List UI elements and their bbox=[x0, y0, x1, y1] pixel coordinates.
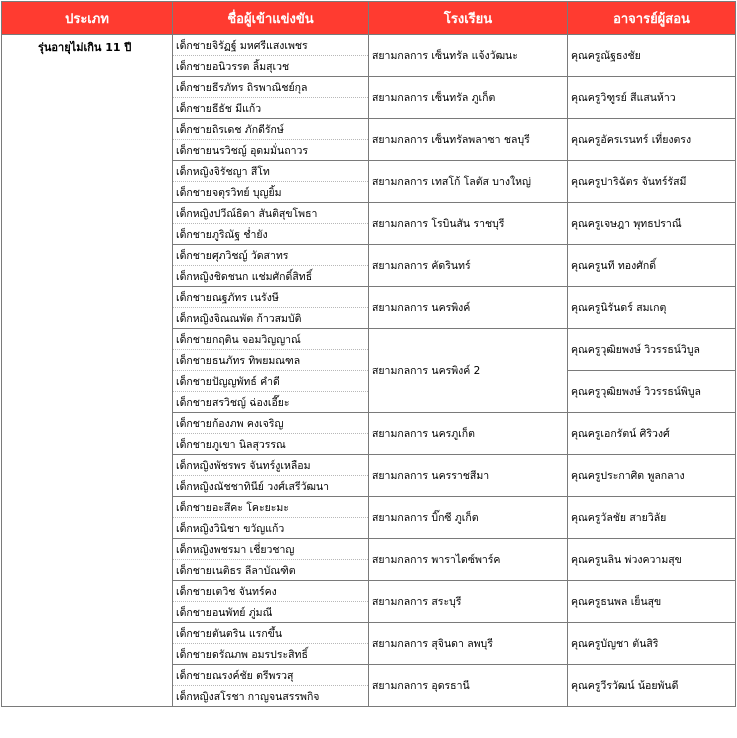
teacher-cell: คุณครูประกาศิต พูลกลาง bbox=[568, 455, 736, 497]
competitor-name: เด็กหญิงจิณณพัต ก้าวสมบัติ bbox=[173, 308, 369, 329]
teacher-cell: คุณครูนลิน พ่วงความสุข bbox=[568, 539, 736, 581]
competitor-name: เด็กหญิงชิดชนก แช่มศักดิ์สิทธิ์ bbox=[173, 266, 369, 287]
school-cell: สยามกลการ คัดรินทร์ bbox=[369, 245, 568, 287]
competitor-name: เด็กหญิงณัชชาทินีย์ วงศ์เสรีวัฒนา bbox=[173, 476, 369, 497]
competitor-name: เด็กชายก้องภพ คงเจริญ bbox=[173, 413, 369, 434]
competitor-name: เด็กชายเตวิช จันทร์คง bbox=[173, 581, 369, 602]
competitor-name: เด็กชายภูเขา นิลสุวรรณ bbox=[173, 434, 369, 455]
teacher-cell: คุณครูวิฑูรย์ สีแสนห้าว bbox=[568, 77, 736, 119]
school-cell: สยามกลการ เซ็นทรัล ภูเก็ต bbox=[369, 77, 568, 119]
competitor-name: เด็กหญิงจิรัชญา สีโท bbox=[173, 161, 369, 182]
competitor-name: เด็กชายอนิวรรต ลิ้มสุเวช bbox=[173, 56, 369, 77]
teacher-cell: คุณครูวัลชัย สายวิลัย bbox=[568, 497, 736, 539]
competitor-name: เด็กชายอะสึคะ โคะยะมะ bbox=[173, 497, 369, 518]
school-cell: สยามกลการ นครราชสีมา bbox=[369, 455, 568, 497]
competitor-name: เด็กชายจิรัฏฐ์ มหศรีแสงเพชร bbox=[173, 35, 369, 56]
school-cell: สยามกลการ สระบุรี bbox=[369, 581, 568, 623]
school-cell: สยามกลการ นครพิงค์ 2 bbox=[369, 329, 568, 413]
teacher-cell: คุณครูวุฒิยพงษ์ วิวรรธน์พิบูล bbox=[568, 371, 736, 413]
competitor-name: เด็กหญิงวินิชา ขวัญแก้ว bbox=[173, 518, 369, 539]
school-cell: สยามกลการ สุจินดา ลพบุรี bbox=[369, 623, 568, 665]
school-cell: สยามกลการ เซ็นทรัล แจ้งวัฒนะ bbox=[369, 35, 568, 77]
header-category: ประเภท bbox=[2, 2, 173, 35]
header-competitor: ชื่อผู้เข้าแข่งขัน bbox=[173, 2, 369, 35]
competitor-name: เด็กชายศุภวิชญ์ วัดสาทร bbox=[173, 245, 369, 266]
competitor-name: เด็กชายเนติธร ลีลาบัณฑิต bbox=[173, 560, 369, 581]
header-row bbox=[2, 2, 736, 35]
competitor-name: เด็กหญิงพัชรพร จันทร์งูเหลือม bbox=[173, 455, 369, 476]
teacher-cell: คุณครูณัฐธงชัย bbox=[568, 35, 736, 77]
competitor-name: เด็กชายอนพัทย์ ภู่มณี bbox=[173, 602, 369, 623]
category-cell: รุ่นอายุไม่เกิน 11 ปี bbox=[2, 35, 173, 707]
competitor-name: เด็กชายนรวิชญ์ อุดมมั่นถาวร bbox=[173, 140, 369, 161]
school-cell: สยามกลการ นครพิงค์ bbox=[369, 287, 568, 329]
school-cell: สยามกลการ อุดรธานี bbox=[369, 665, 568, 707]
competitor-name: เด็กชายสรวิชญ์ ฉ่องเอี๊ยะ bbox=[173, 392, 369, 413]
competitor-name: เด็กหญิงพชรมา เชี่ยวชาญ bbox=[173, 539, 369, 560]
school-cell: สยามกลการ โรบินสัน ราชบุรี bbox=[369, 203, 568, 245]
teacher-cell: คุณครูเจษฎา พุทธปราณี bbox=[568, 203, 736, 245]
competitor-name: เด็กชายตันตริน แรกขึ้น bbox=[173, 623, 369, 644]
school-cell: สยามกลการ นครภูเก็ต bbox=[369, 413, 568, 455]
school-cell: สยามกลการ พาราไดซ์พาร์ค bbox=[369, 539, 568, 581]
teacher-cell: คุณครูนิรันดร์ สมเกตุ bbox=[568, 287, 736, 329]
teacher-cell: คุณครูเอกรัตน์ ศิริวงศ์ bbox=[568, 413, 736, 455]
competitor-name: เด็กชายกฤติน จอมวิญญาณ์ bbox=[173, 329, 369, 350]
competitor-name: เด็กชายถิรเดช ภักดีรักษ์ bbox=[173, 119, 369, 140]
school-cell: สยามกลการ เทสโก้ โลตัส บางใหญ่ bbox=[369, 161, 568, 203]
teacher-cell: คุณครูวีรวัฒน์ น้อยพันดี bbox=[568, 665, 736, 707]
competitors-table bbox=[1, 1, 736, 707]
competitor-name: เด็กชายธนภัทร ทิพยมณฑล bbox=[173, 350, 369, 371]
table-body bbox=[2, 35, 736, 707]
competitor-name: เด็กชายปัญญพัทธ์ คำดี bbox=[173, 371, 369, 392]
teacher-cell: คุณครูอัครเรนทร์ เที่ยงตรง bbox=[568, 119, 736, 161]
competitor-name: เด็กชายภูริณัฐ ช่ำยัง bbox=[173, 224, 369, 245]
competitor-name: เด็กหญิงปวีณ์ธิดา สันติสุขโพธา bbox=[173, 203, 369, 224]
header-school: โรงเรียน bbox=[369, 2, 568, 35]
header-teacher: อาจารย์ผู้สอน bbox=[568, 2, 736, 35]
competitor-name: เด็กชายธีธัช มีแก้ว bbox=[173, 98, 369, 119]
teacher-cell: คุณครูนที ทองศักดิ์ bbox=[568, 245, 736, 287]
competitor-name: เด็กหญิงสโรชา กาญจนสรรพกิจ bbox=[173, 686, 369, 707]
teacher-cell: คุณครูธนพล เย็นสุข bbox=[568, 581, 736, 623]
competitor-name: เด็กชายจตุรวิทย์ บุญยิ้ม bbox=[173, 182, 369, 203]
competitor-name: เด็กชายธีรภัทร ถิรพาณิชย์กุล bbox=[173, 77, 369, 98]
teacher-cell: คุณครูบัญชา ตันสิริ bbox=[568, 623, 736, 665]
table-row bbox=[2, 35, 736, 56]
competitor-name: เด็กชายดรัณภพ อมรประสิทธิ์ bbox=[173, 644, 369, 665]
school-cell: สยามกลการ บิ๊กซี ภูเก็ต bbox=[369, 497, 568, 539]
teacher-cell: คุณครูวุฒิยพงษ์ วิวรรธน์วิบูล bbox=[568, 329, 736, 371]
competitor-name: เด็กชายณฐภัทร เนรังษี bbox=[173, 287, 369, 308]
school-cell: สยามกลการ เซ็นทรัลพลาซา ชลบุรี bbox=[369, 119, 568, 161]
teacher-cell: คุณครูปาริฉัตร จันทร์รัสมี bbox=[568, 161, 736, 203]
competitor-name: เด็กชายณรงค์ชัย ตรีพรวสุ bbox=[173, 665, 369, 686]
